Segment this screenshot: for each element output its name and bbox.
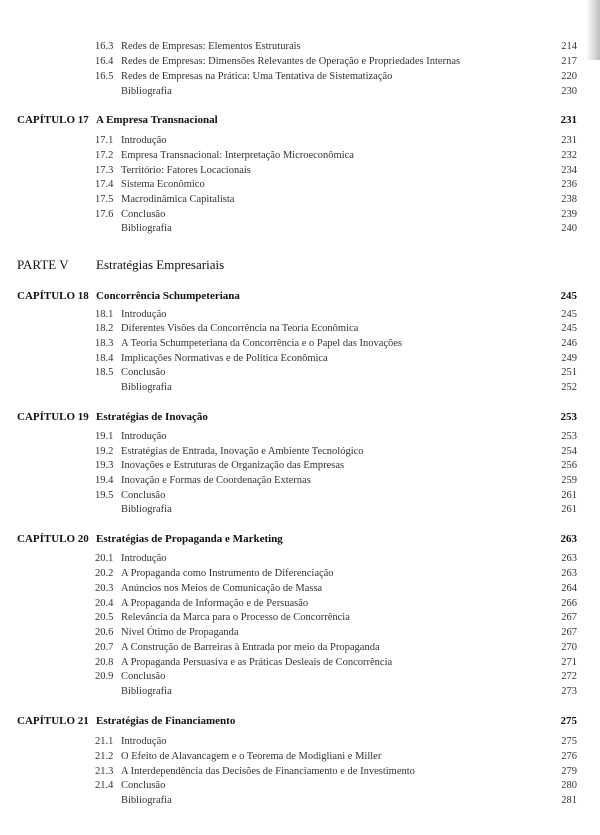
entry-number: 20.4 <box>95 598 114 609</box>
toc-entry[interactable] <box>0 474 600 488</box>
entry-number: 20.2 <box>95 568 114 579</box>
entry-page: 267 <box>561 627 577 638</box>
toc-entry[interactable] <box>0 750 600 764</box>
part-label: PARTE V <box>17 257 69 272</box>
entry-page: 234 <box>561 165 577 176</box>
entry-title: Nível Ótimo de Propaganda <box>121 627 239 638</box>
part-title: Estratégias Empresariais <box>96 257 225 272</box>
entry-page: 236 <box>561 179 577 190</box>
entry-page: 214 <box>561 41 577 52</box>
chapter-title: Estratégias de Propaganda e Marketing <box>96 533 283 545</box>
toc-entry-bibliography[interactable] <box>0 222 600 236</box>
toc-entry[interactable] <box>0 445 600 459</box>
entry-number: 21.4 <box>95 780 114 791</box>
entry-number: 19.4 <box>95 475 114 486</box>
toc-entry[interactable] <box>0 641 600 655</box>
entry-title: Bibliografia <box>121 686 172 697</box>
entry-page: 266 <box>561 598 577 609</box>
toc-entry[interactable] <box>0 164 600 178</box>
entry-number: 19.3 <box>95 460 114 471</box>
entry-number: 17.6 <box>95 209 114 220</box>
entry-title: A Interdependência das Decisões de Financiamento e de Investimento <box>121 766 415 777</box>
entry-title: Redes de Empresas: Dimensões Relevantes de Operação e Propriedades Internas <box>121 56 461 67</box>
entry-title: Território: Fatores Locacionais <box>121 165 251 176</box>
entry-number: 20.1 <box>95 553 114 564</box>
entry-number: 18.1 <box>95 309 114 320</box>
toc-entry-bibliography[interactable] <box>0 685 600 699</box>
chapter-title: Estratégias de Inovação <box>96 411 208 423</box>
entry-number: 19.2 <box>95 446 114 457</box>
entry-title: Introdução <box>121 135 167 146</box>
entry-page: 263 <box>561 553 577 564</box>
entry-page: 246 <box>561 338 577 349</box>
entry-page: 240 <box>561 223 577 234</box>
toc-entry[interactable] <box>0 626 600 640</box>
chapter-19-heading[interactable] <box>0 410 600 424</box>
entry-page: 231 <box>561 135 577 146</box>
entry-page: 275 <box>561 736 577 747</box>
entry-number: 21.1 <box>95 736 114 747</box>
entry-title: Introdução <box>121 309 167 320</box>
toc-entry[interactable] <box>0 40 600 54</box>
entry-page: 267 <box>561 612 577 623</box>
entry-title: Bibliografia <box>121 795 172 806</box>
entry-page: 254 <box>561 446 577 457</box>
entry-title: Conclusão <box>121 671 166 682</box>
entry-title: Relevância da Marca para o Processo de Concorrência <box>121 612 350 623</box>
entry-number: 17.1 <box>95 135 114 146</box>
entry-page: 251 <box>561 367 577 378</box>
entry-page: 249 <box>561 353 577 364</box>
entry-title: Conclusão <box>121 490 166 501</box>
chapter-label: CAPÍTULO 17 <box>17 114 89 126</box>
chapter-page: 231 <box>560 114 577 126</box>
entry-title: Conclusão <box>121 209 166 220</box>
entry-page: 245 <box>561 323 577 334</box>
toc-entry[interactable] <box>0 208 600 222</box>
entry-number: 19.1 <box>95 431 114 442</box>
chapter-label: CAPÍTULO 19 <box>17 411 89 423</box>
entry-page: 280 <box>561 780 577 791</box>
toc-entry[interactable] <box>0 582 600 596</box>
toc-entry[interactable] <box>0 352 600 366</box>
entry-number: 16.4 <box>95 56 114 67</box>
entry-page: 272 <box>561 671 577 682</box>
chapter-title: Concorrência Schumpeteriana <box>96 290 240 302</box>
toc-entry[interactable] <box>0 489 600 503</box>
entry-page: 279 <box>561 766 577 777</box>
entry-number: 17.2 <box>95 150 114 161</box>
entry-number: 20.7 <box>95 642 114 653</box>
toc-entry[interactable] <box>0 611 600 625</box>
toc-entry[interactable] <box>0 459 600 473</box>
toc-entry[interactable] <box>0 134 600 148</box>
toc-entry[interactable] <box>0 779 600 793</box>
chapter-18-heading[interactable] <box>0 289 600 303</box>
toc-entry[interactable] <box>0 735 600 749</box>
entry-title: Bibliografia <box>121 382 172 393</box>
entry-title: Inovação e Formas de Coordenação Externas <box>121 475 311 486</box>
entry-number: 18.2 <box>95 323 114 334</box>
entry-page: 230 <box>561 86 577 97</box>
entry-title: Redes de Empresas na Prática: Uma Tentativa de Sistematização <box>121 71 393 82</box>
entry-title: Diferentes Visões da Concorrência na Teoria Econômica <box>121 323 359 334</box>
entry-title: Inovações e Estruturas de Organização das Empresas <box>121 460 345 471</box>
toc-entry[interactable] <box>0 322 600 336</box>
toc-entry[interactable] <box>0 567 600 581</box>
toc-entry[interactable] <box>0 70 600 84</box>
entry-title: Introdução <box>121 553 167 564</box>
chapter-page: 253 <box>560 411 577 423</box>
toc-entry[interactable] <box>0 670 600 684</box>
entry-number: 20.6 <box>95 627 114 638</box>
entry-title: Introdução <box>121 431 167 442</box>
chapter-label: CAPÍTULO 21 <box>17 715 89 727</box>
entry-title: A Propaganda Persuasiva e as Práticas Desleais de Concorrência <box>121 657 393 668</box>
entry-page: 238 <box>561 194 577 205</box>
entry-number: 20.9 <box>95 671 114 682</box>
chapter-page: 275 <box>560 715 577 727</box>
entry-title: Bibliografia <box>121 86 172 97</box>
entry-number: 19.5 <box>95 490 114 501</box>
chapter-20-heading[interactable] <box>0 532 600 546</box>
entry-page: 259 <box>561 475 577 486</box>
entry-page: 276 <box>561 751 577 762</box>
toc-entry[interactable] <box>0 765 600 779</box>
toc-entry[interactable] <box>0 308 600 322</box>
entry-number: 17.4 <box>95 179 114 190</box>
toc-entry[interactable] <box>0 193 600 207</box>
entry-title: Redes de Empresas: Elementos Estruturais <box>121 41 301 52</box>
toc-entry-bibliography[interactable] <box>0 794 600 808</box>
entry-title: O Efeito de Alavancagem e o Teorema de Modigliani e Miller <box>121 751 382 762</box>
entry-number: 16.5 <box>95 71 114 82</box>
entry-number: 18.3 <box>95 338 114 349</box>
entry-page: 239 <box>561 209 577 220</box>
toc-entry[interactable] <box>0 55 600 69</box>
entry-title: Anúncios nos Meios de Comunicação de Massa <box>121 583 323 594</box>
toc-entry[interactable] <box>0 337 600 351</box>
toc-entry[interactable] <box>0 366 600 380</box>
entry-title: Sistema Econômico <box>121 179 205 190</box>
entry-page: 245 <box>561 309 577 320</box>
entry-title: A Construção de Barreiras à Entrada por meio da Propaganda <box>121 642 380 653</box>
chapter-title: Estratégias de Financiamento <box>96 715 236 727</box>
entry-number: 16.3 <box>95 41 114 52</box>
toc-entry[interactable] <box>0 552 600 566</box>
entry-page: 281 <box>561 795 577 806</box>
entry-page: 264 <box>561 583 577 594</box>
entry-page: 261 <box>561 490 577 501</box>
entry-number: 21.2 <box>95 751 114 762</box>
chapter-label: CAPÍTULO 18 <box>17 290 89 302</box>
entry-page: 253 <box>561 431 577 442</box>
entry-title: Conclusão <box>121 367 166 378</box>
chapter-title: A Empresa Transnacional <box>96 114 218 126</box>
entry-page: 273 <box>561 686 577 697</box>
entry-number: 17.3 <box>95 165 114 176</box>
entry-number: 20.5 <box>95 612 114 623</box>
entry-title: Implicações Normativas e de Política Econômica <box>121 353 328 364</box>
entry-page: 261 <box>561 504 577 515</box>
entry-title: Empresa Transnacional: Interpretação Microeconômica <box>121 150 354 161</box>
toc-entry[interactable] <box>0 149 600 163</box>
entry-page: 270 <box>561 642 577 653</box>
entry-title: A Teoria Schumpeteriana da Concorrência e o Papel das Inovações <box>121 338 403 349</box>
chapter-17-heading[interactable] <box>0 113 600 127</box>
entry-page: 217 <box>561 56 577 67</box>
entry-title: Bibliografia <box>121 223 172 234</box>
entry-title: Introdução <box>121 736 167 747</box>
entry-title: A Propaganda como Instrumento de Diferenciação <box>121 568 334 579</box>
chapter-page: 245 <box>560 290 577 302</box>
entry-page: 232 <box>561 150 577 161</box>
chapter-label: CAPÍTULO 20 <box>17 533 89 545</box>
entry-number: 18.4 <box>95 353 114 364</box>
chapter-page: 263 <box>560 533 577 545</box>
toc-entry-bibliography[interactable] <box>0 381 600 395</box>
toc-entry[interactable] <box>0 656 600 670</box>
entry-number: 17.5 <box>95 194 114 205</box>
entry-page: 263 <box>561 568 577 579</box>
toc-entry[interactable] <box>0 597 600 611</box>
entry-number: 21.3 <box>95 766 114 777</box>
entry-page: 256 <box>561 460 577 471</box>
part-v-heading[interactable] <box>0 256 600 274</box>
entry-page: 271 <box>561 657 577 668</box>
toc-entry-bibliography[interactable] <box>0 503 600 517</box>
entry-page: 220 <box>561 71 577 82</box>
entry-title: A Propaganda de Informação e de Persuasão <box>121 598 309 609</box>
entry-title: Estratégias de Entrada, Inovação e Ambiente Tecnológico <box>121 446 364 457</box>
toc-entry-bibliography[interactable] <box>0 85 600 99</box>
entry-number: 20.8 <box>95 657 114 668</box>
toc-entry[interactable] <box>0 178 600 192</box>
entry-title: Bibliografia <box>121 504 172 515</box>
toc-entry[interactable] <box>0 430 600 444</box>
entry-title: Conclusão <box>121 780 166 791</box>
entry-number: 20.3 <box>95 583 114 594</box>
entry-number: 18.5 <box>95 367 114 378</box>
chapter-21-heading[interactable] <box>0 714 600 728</box>
entry-title: Macrodinâmica Capitalista <box>121 194 235 205</box>
entry-page: 252 <box>561 382 577 393</box>
